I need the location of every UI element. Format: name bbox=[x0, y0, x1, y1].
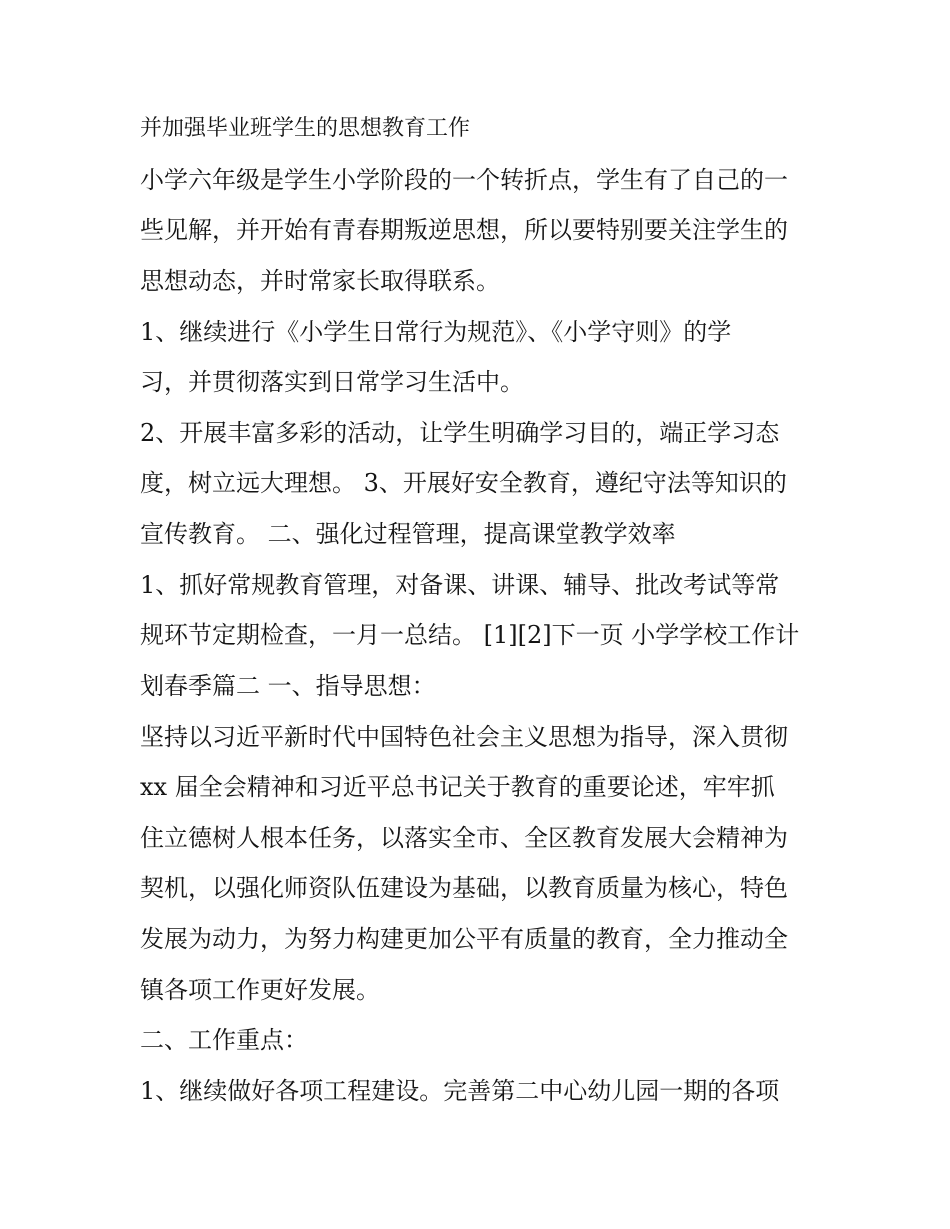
text-line-3: 些见解，并开始有青春期叛逆思想，所以要特别要关注学生的 bbox=[140, 216, 788, 244]
text-line-13: 坚持以习近平新时代中国特色社会主义思想为指导，深入贯彻 bbox=[140, 723, 788, 751]
text-line-12: 划春季篇二 一、指导思想： bbox=[140, 672, 436, 700]
text-line-15: 住立德树人根本任务，以落实全市、全区教育发展大会精神为 bbox=[140, 824, 788, 852]
text-line-5: 1、继续进行《小学生日常行为规范》、《小学守则》的学 bbox=[140, 318, 732, 346]
text-line-9: 宣传教育。 二、强化过程管理，提高课堂教学效率 bbox=[140, 520, 676, 548]
text-line-11: 规环节定期检查，一月一总结。 [1][2]下一页 小学学校工作计 bbox=[140, 621, 800, 649]
text-line-8: 度，树立远大理想。 3、开展好安全教育，遵纪守法等知识的 bbox=[140, 469, 787, 497]
text-line-14: xx 届全会精神和习近平总书记关于教育的重要论述，牢牢抓 bbox=[140, 773, 775, 801]
text-line-4: 思想动态，并时常家长取得联系。 bbox=[140, 267, 500, 295]
text-line-1: 并加强毕业班学生的思想教育工作 bbox=[140, 116, 471, 141]
text-line-2: 小学六年级是学生小学阶段的一个转折点，学生有了自己的一 bbox=[140, 166, 788, 194]
text-line-18: 镇各项工作更好发展。 bbox=[140, 976, 380, 1004]
text-line-7: 2、开展丰富多彩的活动，让学生明确学习目的，端正学习态 bbox=[140, 419, 780, 447]
text-line-6: 习，并贯彻落实到日常学习生活中。 bbox=[140, 368, 524, 396]
text-line-10: 1、抓好常规教育管理，对备课、讲课、辅导、批改考试等常 bbox=[140, 571, 780, 599]
text-line-20: 1、继续做好各项工程建设。完善第二中心幼儿园一期的各项 bbox=[140, 1077, 780, 1105]
text-line-17: 发展为动力，为努力构建更加公平有质量的教育，全力推动全 bbox=[140, 925, 788, 953]
text-line-16: 契机，以强化师资队伍建设为基础，以教育质量为核心，特色 bbox=[140, 874, 788, 902]
text-line-19: 二、工作重点： bbox=[140, 1026, 308, 1054]
